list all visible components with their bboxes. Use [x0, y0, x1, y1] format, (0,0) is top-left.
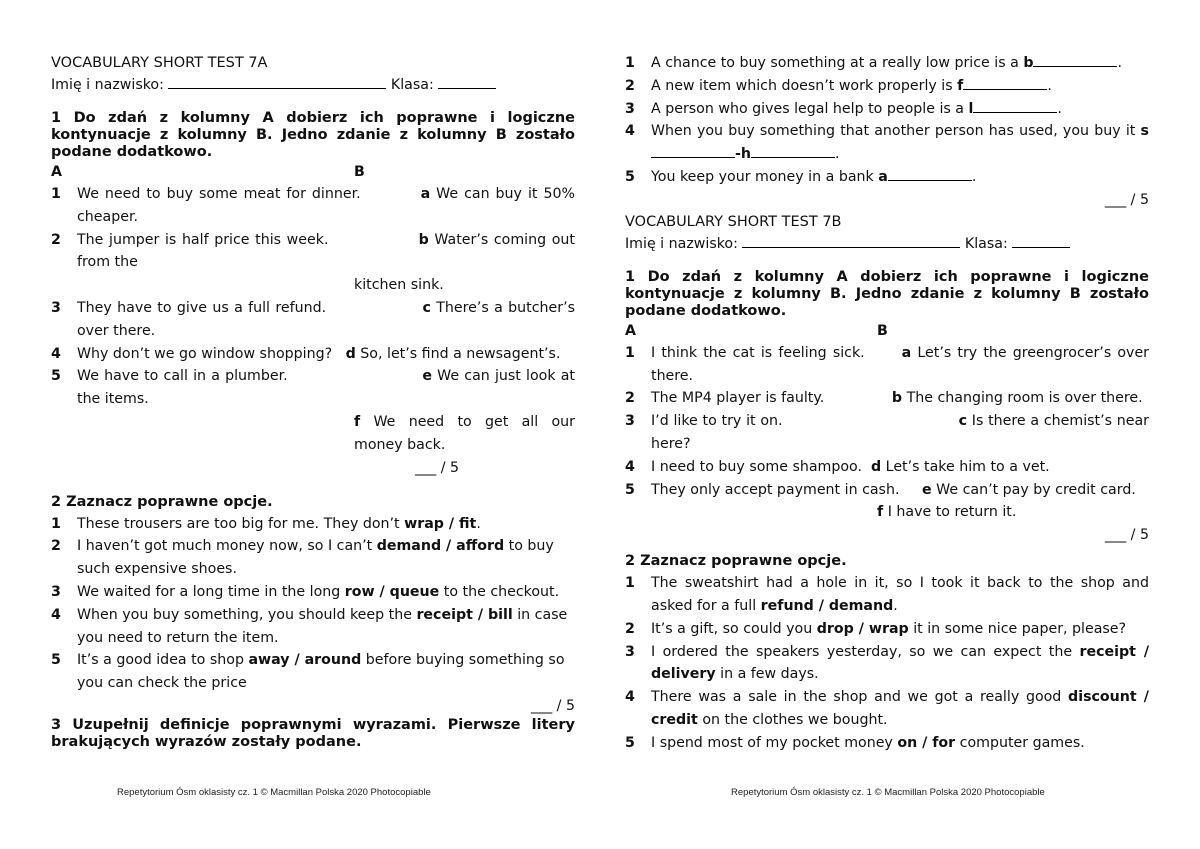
task-2-instruction: 2 Zaznacz poprawne opcje. [625, 553, 847, 570]
matching-list [51, 183, 575, 457]
list-item: 4 Why don’t we go window shopping? d So, let’s find a newsagent’s. [51, 345, 561, 362]
score-4: ___ / 5 [1104, 527, 1149, 544]
column-a-header: A [51, 164, 62, 180]
list-item: f We need to get all our money back. [354, 413, 575, 453]
options-list [625, 572, 1149, 754]
footer-right: Repetytorium Ósm oklasisty cz. 1 © Macmillan Polska 2020 Photocopiable [731, 787, 1045, 798]
list-item: 3 They have to give us a full refund. c There’s a butcher’s over there. [51, 299, 575, 339]
name-label: Imię i nazwisko: [51, 77, 164, 93]
list-item: 5 They only accept payment in cash. e We can’t pay by credit card. [625, 481, 1136, 498]
column-b-header: B [354, 164, 365, 180]
list-item: 2 A new item which doesn’t work properly is f . [625, 77, 1052, 94]
test-7a [51, 52, 575, 751]
list-item: 1 These trousers are too big for me. They don’t wrap / fit. [51, 515, 481, 532]
list-item: 1 The sweatshirt had a hole in it, so I took it back to the shop and asked for a full refund / demand. [625, 575, 1149, 614]
task-3-instruction: 3 Uzupełnij definicje poprawnymi wyrazami. Pierwsze litery brakujących wyrazów zostały podane. [51, 716, 575, 750]
list-item: 5 You keep your money in a bank a . [625, 168, 977, 185]
list-item: 3 We waited for a long time in the long row / queue to the checkout. [51, 583, 560, 600]
class-label: Klasa: [390, 77, 434, 93]
matching-list [625, 342, 1149, 524]
column-headers [625, 320, 1149, 342]
list-item: 1 I think the cat is feeling sick. a Let’s try the greengrocer’s over there. [625, 344, 1150, 384]
name-class-line [51, 74, 575, 96]
class-label: Klasa: [964, 235, 1008, 252]
list-item: 1 A chance to buy something at a really low price is a b . [625, 55, 1122, 71]
name-blank[interactable] [742, 235, 960, 248]
list-item: 3 I ordered the speakers yesterday, so we can expect the receipt / delivery in a few days. [625, 643, 1149, 683]
score-1: ___ / 5 [414, 459, 460, 476]
score-3: ___ / 5 [1104, 191, 1149, 208]
list-item: 3 I’d like to try it on. c Is there a chemist’s near here? [625, 413, 1149, 452]
column-a-header: A [625, 322, 636, 339]
footer-left: Repetytorium Ósm oklasisty cz. 1 © Macmillan Polska 2020 Photocopiable [117, 787, 431, 798]
column-b-header: B [877, 322, 888, 339]
list-item: 4 I need to buy some shampoo. d Let’s take him to a vet. [625, 458, 1050, 475]
list-item: 5 It’s a good idea to shop away / around before buying something so you can check the price [51, 652, 565, 692]
list-item: 2 It’s a gift, so could you drop / wrap it in some nice paper, please? [625, 620, 1127, 637]
test-title: VOCABULARY SHORT TEST 7A [51, 55, 268, 71]
task-1-instruction: 1 Do zdań z kolumny A dobierz ich poprawne i logiczne kontynuacje z kolumny B. Jedno zdanie z kolumny B zostało podane dodatkowo. [625, 268, 1149, 319]
score-2: ___ / 5 [530, 697, 575, 714]
test-7b [625, 52, 1149, 755]
list-item: 4 There was a sale in the shop and we got a really good discount / credit on the clothes we bought. [625, 689, 1149, 728]
list-item: 2 The jumper is half price this week. b Water’s coming out from the [51, 231, 575, 271]
list-item: 2 The MP4 player is faulty. b The changing room is over there. [625, 390, 1143, 407]
name-class-line [625, 233, 1149, 255]
name-blank[interactable] [168, 76, 386, 89]
definitions-list [625, 52, 1149, 189]
list-item: 2 I haven’t got much money now, so I can’t demand / afford to buy such expensive shoes. [51, 538, 554, 578]
class-blank[interactable] [438, 76, 496, 89]
class-blank[interactable] [1012, 235, 1070, 248]
list-item: 4 When you buy something, you should keep the receipt / bill in case you need to return the item. [51, 606, 568, 646]
name-label: Imię i nazwisko: [625, 235, 738, 252]
list-item: 1 We need to buy some meat for dinner. a We can buy it 50% cheaper. [51, 186, 575, 225]
list-item: 3 A person who gives legal help to people is a l . [625, 100, 1062, 117]
list-item: 4 When you buy something that another person has used, you buy it s-h . [625, 123, 1149, 163]
task-2-instruction: 2 Zaznacz poprawne opcje. [51, 493, 273, 510]
task-1-instruction: 1 Do zdań z kolumny A dobierz ich poprawne i logiczne kontynuacje z kolumny B. Jedno zdanie z kolumny B zostało podane dodatkowo. [51, 110, 575, 160]
options-list [51, 513, 575, 695]
list-item: 5 We have to call in a plumber. e We can just look at the items. [51, 368, 575, 408]
list-item: f I have to return it. [877, 504, 1017, 521]
list-item: 5 I spend most of my pocket money on / for computer games. [625, 734, 1085, 751]
list-item: kitchen sink. [354, 277, 444, 294]
test-title: VOCABULARY SHORT TEST 7B [625, 213, 842, 230]
column-headers [51, 161, 575, 183]
